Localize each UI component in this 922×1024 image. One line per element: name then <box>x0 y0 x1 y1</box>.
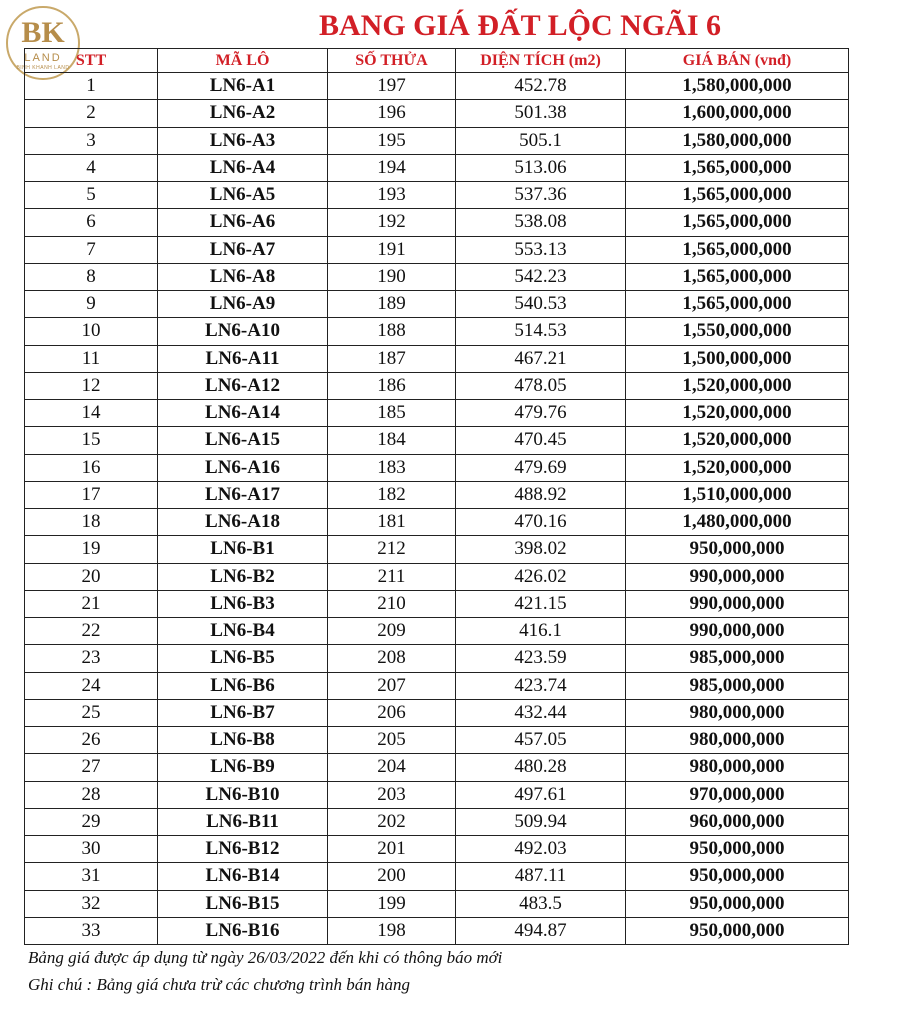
table-body <box>25 73 849 945</box>
cell-dien-tich: 542.23 <box>456 263 626 290</box>
header-ma-lo: MÃ LÔ <box>158 49 328 73</box>
cell-dien-tich: 494.87 <box>456 917 626 944</box>
cell-stt: 31 <box>25 863 158 890</box>
cell-dien-tich: 457.05 <box>456 727 626 754</box>
table-row <box>25 154 849 181</box>
cell-so-thua: 202 <box>328 808 456 835</box>
cell-so-thua: 197 <box>328 73 456 100</box>
cell-ma-lo: LN6-B2 <box>158 563 328 590</box>
cell-stt: 2 <box>25 100 158 127</box>
cell-dien-tich: 423.74 <box>456 672 626 699</box>
cell-stt: 21 <box>25 590 158 617</box>
cell-stt: 5 <box>25 182 158 209</box>
table-row <box>25 209 849 236</box>
cell-dien-tich: 538.08 <box>456 209 626 236</box>
cell-ma-lo: LN6-A11 <box>158 345 328 372</box>
cell-dien-tich: 540.53 <box>456 291 626 318</box>
cell-so-thua: 188 <box>328 318 456 345</box>
cell-dien-tich: 497.61 <box>456 781 626 808</box>
cell-ma-lo: LN6-B7 <box>158 699 328 726</box>
table-row <box>25 536 849 563</box>
table-row <box>25 781 849 808</box>
cell-dien-tich: 492.03 <box>456 836 626 863</box>
cell-ma-lo: LN6-A6 <box>158 209 328 236</box>
cell-gia-ban: 1,565,000,000 <box>626 182 849 209</box>
cell-ma-lo: LN6-B6 <box>158 672 328 699</box>
cell-ma-lo: LN6-A14 <box>158 400 328 427</box>
table-row <box>25 400 849 427</box>
cell-dien-tich: 514.53 <box>456 318 626 345</box>
cell-stt: 8 <box>25 263 158 290</box>
cell-gia-ban: 980,000,000 <box>626 699 849 726</box>
cell-dien-tich: 416.1 <box>456 618 626 645</box>
cell-gia-ban: 1,580,000,000 <box>626 127 849 154</box>
cell-so-thua: 206 <box>328 699 456 726</box>
cell-gia-ban: 1,520,000,000 <box>626 372 849 399</box>
cell-so-thua: 207 <box>328 672 456 699</box>
table-row <box>25 590 849 617</box>
header-so-thua: SỐ THỬA <box>328 49 456 73</box>
cell-stt: 3 <box>25 127 158 154</box>
cell-dien-tich: 423.59 <box>456 645 626 672</box>
table-row <box>25 263 849 290</box>
cell-ma-lo: LN6-B5 <box>158 645 328 672</box>
cell-ma-lo: LN6-B8 <box>158 727 328 754</box>
cell-so-thua: 185 <box>328 400 456 427</box>
cell-ma-lo: LN6-A4 <box>158 154 328 181</box>
cell-so-thua: 194 <box>328 154 456 181</box>
cell-stt: 4 <box>25 154 158 181</box>
cell-gia-ban: 950,000,000 <box>626 836 849 863</box>
table-row <box>25 917 849 944</box>
logo-subtitle: BINH KHANH LAND <box>16 65 70 71</box>
table-row <box>25 454 849 481</box>
logo-word: LAND <box>24 52 62 64</box>
cell-stt: 18 <box>25 509 158 536</box>
cell-gia-ban: 1,480,000,000 <box>626 509 849 536</box>
cell-ma-lo: LN6-A10 <box>158 318 328 345</box>
table-row <box>25 699 849 726</box>
cell-ma-lo: LN6-A18 <box>158 509 328 536</box>
table-row <box>25 182 849 209</box>
cell-gia-ban: 985,000,000 <box>626 672 849 699</box>
cell-stt: 33 <box>25 917 158 944</box>
cell-gia-ban: 950,000,000 <box>626 536 849 563</box>
cell-so-thua: 211 <box>328 563 456 590</box>
cell-dien-tich: 479.69 <box>456 454 626 481</box>
cell-dien-tich: 488.92 <box>456 481 626 508</box>
cell-ma-lo: LN6-A3 <box>158 127 328 154</box>
cell-gia-ban: 990,000,000 <box>626 590 849 617</box>
cell-so-thua: 189 <box>328 291 456 318</box>
notes <box>28 944 502 998</box>
table-row <box>25 618 849 645</box>
cell-stt: 16 <box>25 454 158 481</box>
cell-ma-lo: LN6-B4 <box>158 618 328 645</box>
cell-so-thua: 181 <box>328 509 456 536</box>
cell-ma-lo: LN6-A16 <box>158 454 328 481</box>
cell-so-thua: 182 <box>328 481 456 508</box>
cell-dien-tich: 398.02 <box>456 536 626 563</box>
cell-ma-lo: LN6-A1 <box>158 73 328 100</box>
cell-dien-tich: 505.1 <box>456 127 626 154</box>
table-header-row <box>25 49 849 73</box>
cell-dien-tich: 480.28 <box>456 754 626 781</box>
cell-dien-tich: 553.13 <box>456 236 626 263</box>
logo-mark: BK <box>21 16 65 49</box>
cell-so-thua: 193 <box>328 182 456 209</box>
cell-so-thua: 203 <box>328 781 456 808</box>
note-effective-date: Bảng giá được áp dụng từ ngày 26/03/2022 đến khi có thông báo mới <box>28 948 503 967</box>
note-remark: Ghi chú : Bảng giá chưa trừ các chương trình bán hàng <box>28 975 411 994</box>
cell-dien-tich: 509.94 <box>456 808 626 835</box>
cell-dien-tich: 483.5 <box>456 890 626 917</box>
cell-so-thua: 199 <box>328 890 456 917</box>
cell-stt: 26 <box>25 727 158 754</box>
cell-dien-tich: 470.45 <box>456 427 626 454</box>
cell-stt: 1 <box>25 73 158 100</box>
cell-stt: 20 <box>25 563 158 590</box>
cell-stt: 29 <box>25 808 158 835</box>
cell-so-thua: 209 <box>328 618 456 645</box>
cell-so-thua: 200 <box>328 863 456 890</box>
cell-stt: 7 <box>25 236 158 263</box>
cell-gia-ban: 985,000,000 <box>626 645 849 672</box>
cell-gia-ban: 1,600,000,000 <box>626 100 849 127</box>
cell-stt: 24 <box>25 672 158 699</box>
cell-ma-lo: LN6-B11 <box>158 808 328 835</box>
cell-stt: 30 <box>25 836 158 863</box>
cell-gia-ban: 1,500,000,000 <box>626 345 849 372</box>
cell-so-thua: 212 <box>328 536 456 563</box>
cell-dien-tich: 478.05 <box>456 372 626 399</box>
table-row <box>25 236 849 263</box>
table-row <box>25 73 849 100</box>
cell-so-thua: 198 <box>328 917 456 944</box>
cell-so-thua: 192 <box>328 209 456 236</box>
cell-stt: 22 <box>25 618 158 645</box>
cell-dien-tich: 421.15 <box>456 590 626 617</box>
cell-so-thua: 204 <box>328 754 456 781</box>
cell-ma-lo: LN6-B9 <box>158 754 328 781</box>
table-row <box>25 318 849 345</box>
cell-gia-ban: 1,565,000,000 <box>626 291 849 318</box>
cell-gia-ban: 990,000,000 <box>626 618 849 645</box>
cell-gia-ban: 970,000,000 <box>626 781 849 808</box>
cell-ma-lo: LN6-B15 <box>158 890 328 917</box>
table-row <box>25 754 849 781</box>
cell-so-thua: 208 <box>328 645 456 672</box>
table-row <box>25 836 849 863</box>
cell-stt: 25 <box>25 699 158 726</box>
cell-so-thua: 186 <box>328 372 456 399</box>
cell-stt: 15 <box>25 427 158 454</box>
cell-dien-tich: 487.11 <box>456 863 626 890</box>
cell-ma-lo: LN6-A15 <box>158 427 328 454</box>
cell-gia-ban: 1,565,000,000 <box>626 236 849 263</box>
cell-ma-lo: LN6-A12 <box>158 372 328 399</box>
cell-dien-tich: 479.76 <box>456 400 626 427</box>
cell-ma-lo: LN6-B16 <box>158 917 328 944</box>
cell-gia-ban: 1,565,000,000 <box>626 209 849 236</box>
cell-gia-ban: 980,000,000 <box>626 727 849 754</box>
cell-ma-lo: LN6-A17 <box>158 481 328 508</box>
cell-gia-ban: 980,000,000 <box>626 754 849 781</box>
table-row <box>25 127 849 154</box>
table-row <box>25 481 849 508</box>
cell-stt: 17 <box>25 481 158 508</box>
page-title: BANG GIÁ ĐẤT LỘC NGÃI 6 <box>319 9 721 42</box>
table-row <box>25 808 849 835</box>
table-row <box>25 100 849 127</box>
cell-so-thua: 201 <box>328 836 456 863</box>
cell-stt: 32 <box>25 890 158 917</box>
cell-ma-lo: LN6-B14 <box>158 863 328 890</box>
cell-stt: 12 <box>25 372 158 399</box>
cell-stt: 23 <box>25 645 158 672</box>
cell-dien-tich: 537.36 <box>456 182 626 209</box>
cell-dien-tich: 470.16 <box>456 509 626 536</box>
cell-ma-lo: LN6-B3 <box>158 590 328 617</box>
cell-stt: 9 <box>25 291 158 318</box>
table-row <box>25 509 849 536</box>
header-stt: STT <box>25 49 158 73</box>
table-row <box>25 427 849 454</box>
table-row <box>25 563 849 590</box>
cell-so-thua: 196 <box>328 100 456 127</box>
cell-ma-lo: LN6-A7 <box>158 236 328 263</box>
cell-so-thua: 191 <box>328 236 456 263</box>
cell-gia-ban: 1,510,000,000 <box>626 481 849 508</box>
cell-so-thua: 190 <box>328 263 456 290</box>
cell-so-thua: 183 <box>328 454 456 481</box>
cell-gia-ban: 1,520,000,000 <box>626 400 849 427</box>
cell-stt: 11 <box>25 345 158 372</box>
cell-dien-tich: 426.02 <box>456 563 626 590</box>
table-row <box>25 727 849 754</box>
cell-dien-tich: 432.44 <box>456 699 626 726</box>
cell-so-thua: 187 <box>328 345 456 372</box>
cell-dien-tich: 467.21 <box>456 345 626 372</box>
header-gia-ban: GIÁ BÁN (vnđ) <box>626 49 849 73</box>
cell-dien-tich: 452.78 <box>456 73 626 100</box>
cell-dien-tich: 501.38 <box>456 100 626 127</box>
table-row <box>25 345 849 372</box>
cell-ma-lo: LN6-A5 <box>158 182 328 209</box>
cell-stt: 27 <box>25 754 158 781</box>
header-dien-tich: DIỆN TÍCH (m2) <box>456 49 626 73</box>
cell-ma-lo: LN6-A9 <box>158 291 328 318</box>
table-row <box>25 291 849 318</box>
table-row <box>25 890 849 917</box>
cell-ma-lo: LN6-B12 <box>158 836 328 863</box>
cell-ma-lo: LN6-B10 <box>158 781 328 808</box>
cell-stt: 14 <box>25 400 158 427</box>
cell-gia-ban: 960,000,000 <box>626 808 849 835</box>
cell-gia-ban: 1,520,000,000 <box>626 427 849 454</box>
cell-gia-ban: 950,000,000 <box>626 890 849 917</box>
cell-so-thua: 210 <box>328 590 456 617</box>
cell-stt: 19 <box>25 536 158 563</box>
cell-so-thua: 205 <box>328 727 456 754</box>
table-row <box>25 645 849 672</box>
cell-gia-ban: 990,000,000 <box>626 563 849 590</box>
table-row <box>25 372 849 399</box>
cell-gia-ban: 1,550,000,000 <box>626 318 849 345</box>
cell-gia-ban: 1,580,000,000 <box>626 73 849 100</box>
cell-ma-lo: LN6-B1 <box>158 536 328 563</box>
cell-ma-lo: LN6-A8 <box>158 263 328 290</box>
cell-dien-tich: 513.06 <box>456 154 626 181</box>
cell-gia-ban: 950,000,000 <box>626 863 849 890</box>
table-row <box>25 672 849 699</box>
cell-so-thua: 184 <box>328 427 456 454</box>
table-row <box>25 863 849 890</box>
cell-stt: 28 <box>25 781 158 808</box>
cell-gia-ban: 1,520,000,000 <box>626 454 849 481</box>
price-table <box>24 48 849 945</box>
cell-gia-ban: 1,565,000,000 <box>626 263 849 290</box>
cell-stt: 6 <box>25 209 158 236</box>
cell-so-thua: 195 <box>328 127 456 154</box>
cell-ma-lo: LN6-A2 <box>158 100 328 127</box>
cell-gia-ban: 950,000,000 <box>626 917 849 944</box>
cell-stt: 10 <box>25 318 158 345</box>
cell-gia-ban: 1,565,000,000 <box>626 154 849 181</box>
